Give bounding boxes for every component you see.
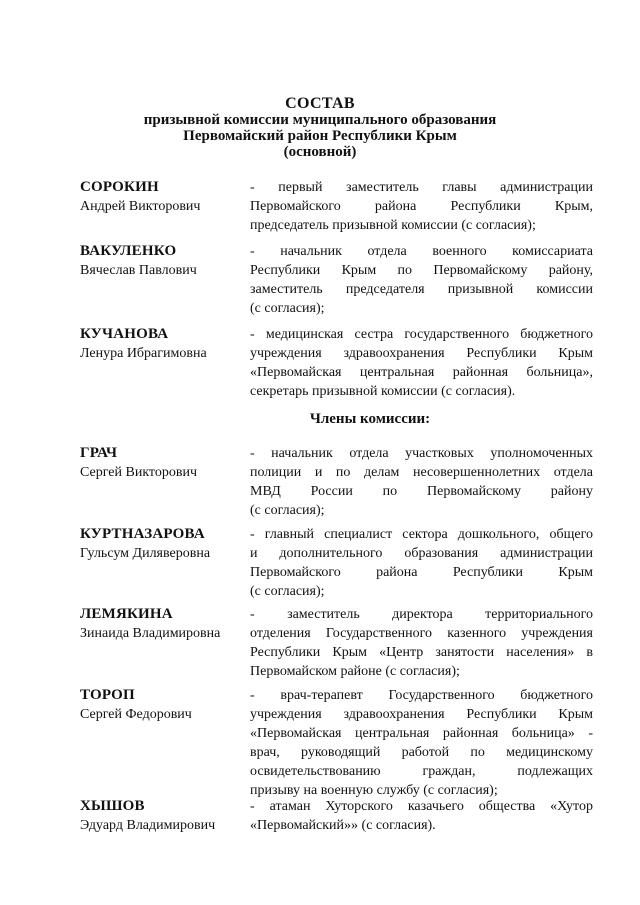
document-header	[0, 96, 640, 160]
description-line: «Первомайская центральная районная больница» -	[250, 726, 593, 741]
description-line: Республики Крым по Первомайскому району,	[250, 263, 593, 278]
description-line: «Первомайский»» (с согласия).	[250, 818, 436, 833]
member-description	[250, 325, 593, 401]
member-description	[250, 178, 593, 235]
member-surname: КУРТНАЗАРОВА	[80, 526, 205, 542]
member-given-name: Ленура Ибрагимовна	[80, 346, 207, 361]
member-surname: ЛЕМЯКИНА	[80, 606, 173, 622]
member-surname: КУЧАНОВА	[80, 326, 169, 342]
description-line: Первомайском районе (с согласия);	[250, 664, 460, 679]
member-given-name: Андрей Викторович	[80, 199, 201, 214]
member-name	[80, 242, 250, 280]
description-line: врач, руководящий работой по медицинскому	[250, 745, 593, 760]
description-line: - заместитель директора территориального	[250, 607, 593, 622]
description-line: (с согласия);	[250, 584, 325, 599]
description-line: Республики Крым «Центр занятости населения» в	[250, 645, 593, 660]
description-line: Первомайского района Республики Крым	[250, 565, 593, 580]
member-given-name: Эдуард Владимирович	[80, 818, 216, 833]
member-name	[80, 444, 250, 482]
member-given-name: Сергей Викторович	[80, 465, 198, 480]
description-line: учреждения здравоохранения Республики Крым	[250, 346, 593, 361]
description-line: - атаман Хуторского казачьего общества «Хутор	[250, 799, 593, 814]
description-line: - главный специалист сектора дошкольного, общего	[250, 527, 593, 542]
description-line: председатель призывной комиссии (с согласия);	[250, 218, 536, 233]
member-description	[250, 686, 593, 800]
member-given-name: Сергей Федорович	[80, 707, 192, 722]
description-line: призыву на военную службу (с согласия);	[250, 783, 498, 798]
member-description	[250, 242, 593, 318]
document-subtitle-line-1: призывной комиссии муниципального образования	[143, 112, 497, 128]
document-subtitle-line-3: (основной)	[283, 144, 357, 160]
description-line: МВД России по Первомайскому району	[250, 484, 593, 499]
description-line: (с согласия);	[250, 301, 325, 316]
member-description	[250, 797, 593, 835]
description-line: отделения Государственного казенного учреждения	[250, 626, 593, 641]
member-description	[250, 525, 593, 601]
member-surname: ХЫШОВ	[80, 798, 145, 814]
member-surname: ТОРОП	[80, 687, 135, 703]
member-surname: СОРОКИН	[80, 179, 159, 195]
description-line: - начальник отдела военного комиссариата	[250, 244, 593, 259]
description-line: - медицинская сестра государственного бюджетного	[250, 327, 593, 342]
member-given-name: Вячеслав Павлович	[80, 263, 197, 278]
description-line: Первомайского района Республики Крым,	[250, 199, 593, 214]
description-line: учреждения здравоохранения Республики Крым	[250, 707, 593, 722]
member-name	[80, 605, 250, 643]
member-surname: ВАКУЛЕНКО	[80, 243, 177, 259]
member-description	[250, 444, 593, 520]
member-given-name: Зинаида Владимировна	[80, 626, 221, 641]
description-line: (с согласия);	[250, 503, 325, 518]
description-line: полиции и по делам несовершеннолетних отдела	[250, 465, 593, 480]
description-line: «Первомайская центральная районная больница»,	[250, 365, 593, 380]
description-line: и дополнительного образования администрации	[250, 546, 593, 561]
description-line: заместитель председателя призывной комиссии	[250, 282, 593, 297]
member-name	[80, 797, 250, 835]
member-given-name: Гульсум Диляверовна	[80, 546, 211, 561]
description-line: - первый заместитель главы администрации	[250, 180, 593, 195]
description-line: секретарь призывной комиссии (с согласия).	[250, 384, 516, 399]
member-name	[80, 525, 250, 563]
description-line: - врач-терапевт Государственного бюджетного	[250, 688, 593, 703]
member-name	[80, 686, 250, 724]
member-name	[80, 325, 250, 363]
description-line: освидетельствованию граждан, подлежащих	[250, 764, 593, 779]
member-surname: ГРАЧ	[80, 445, 118, 461]
document-subtitle-line-2: Первомайский район Республики Крым	[183, 128, 457, 144]
description-line: - начальник отдела участковых уполномоченных	[250, 446, 593, 461]
document-title: СОСТАВ	[285, 95, 355, 112]
members-heading: Члены комиссии:	[309, 411, 431, 427]
member-description	[250, 605, 593, 681]
member-name	[80, 178, 250, 216]
